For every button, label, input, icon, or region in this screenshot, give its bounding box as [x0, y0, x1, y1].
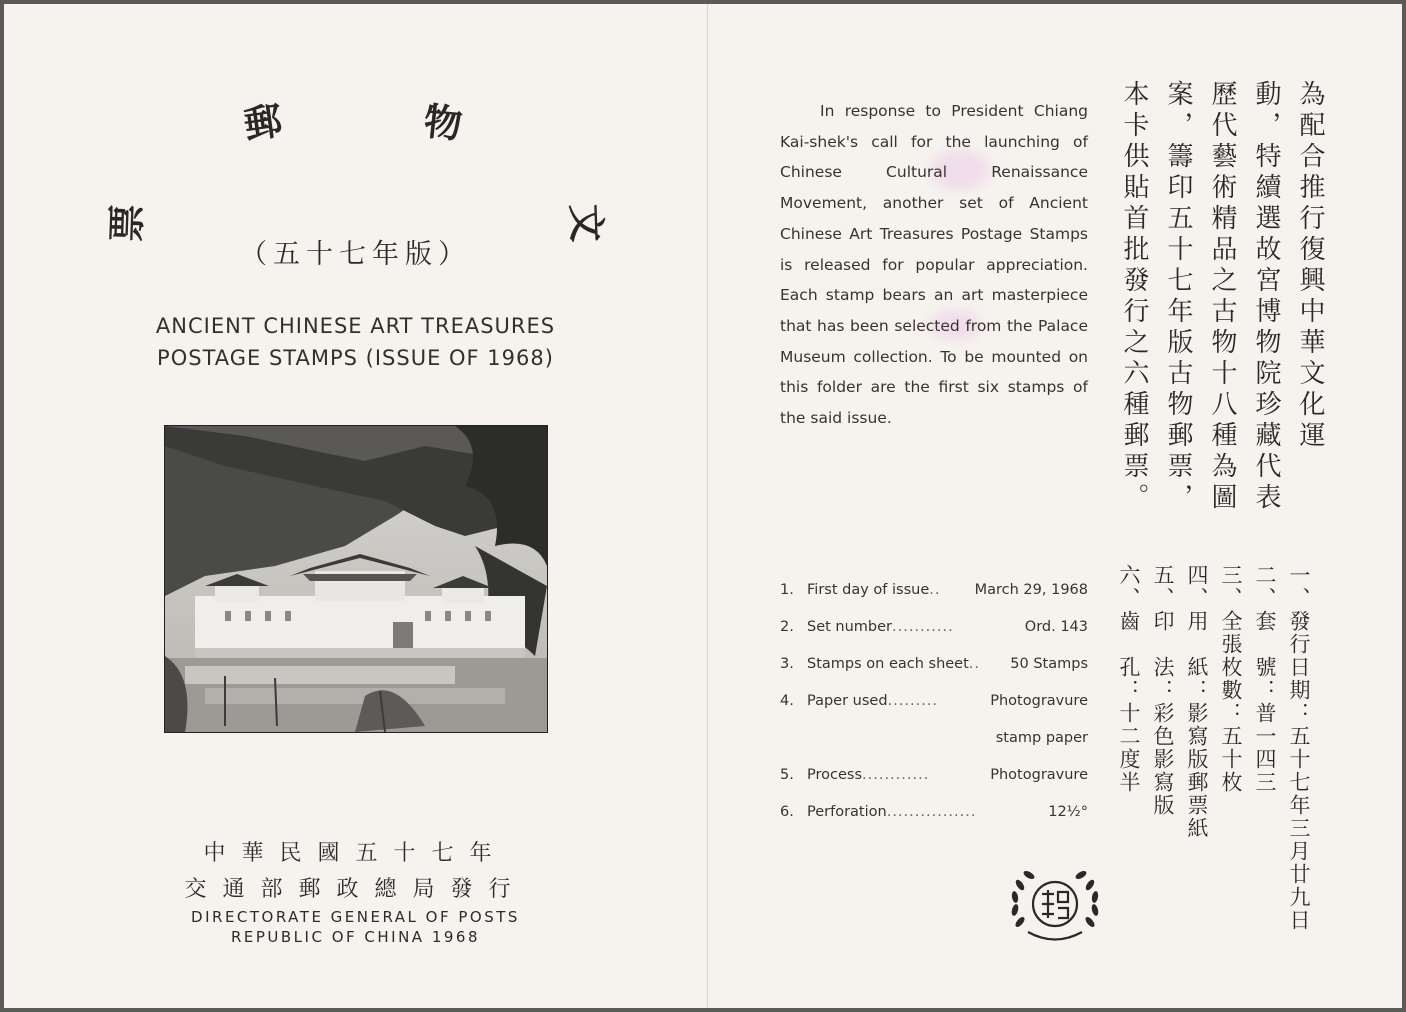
fact-number: 3. [780, 656, 794, 672]
footer-en-line2: REPUBLIC OF CHINA 1968 [230, 928, 481, 946]
title-line-1: ANCIENT CHINESE ART TREASURES [155, 314, 556, 338]
fact-dots: ............ [862, 767, 930, 783]
chinese-fact: 五、印 法：彩色影寫版 [1151, 564, 1175, 817]
fact-number: 1. [780, 582, 794, 598]
fact-value: stamp paper [995, 730, 1088, 746]
chinese-column: 動，特續選故宮博物院珍藏代表 [1251, 80, 1281, 514]
fact-label: Paper used [807, 693, 888, 709]
title-line-2: POSTAGE STAMPS (ISSUE OF 1968) [157, 346, 554, 370]
chinese-column: 本卡供貼首批發行之六種郵票。 [1119, 80, 1149, 514]
fact-row [780, 656, 1088, 693]
fact-dots: .. [929, 582, 941, 598]
chinese-column: 案，籌印五十七年版古物郵票， [1163, 80, 1193, 514]
post-office-emblem-icon [1000, 852, 1110, 952]
fact-number: 5. [780, 767, 794, 783]
fact-row [780, 693, 1088, 730]
fact-label: Perforation [807, 804, 887, 820]
seal-char-wen: 文 [563, 203, 610, 243]
fact-value: Photogravure [990, 693, 1088, 709]
fact-number: 4. [780, 693, 794, 709]
footer-zh-line1: 中華民國五十七年 [203, 841, 508, 866]
fact-row [780, 804, 1088, 841]
fact-value: 50 Stamps [1010, 656, 1088, 672]
left-page [4, 4, 708, 1008]
palace-museum-photo [164, 425, 548, 733]
fact-value: Photogravure [990, 767, 1088, 783]
chinese-facts-list [1112, 564, 1316, 964]
footer-en-line1: DIRECTORATE GENERAL OF POSTS [191, 908, 520, 926]
fact-label: Stamps on each sheet [807, 656, 969, 672]
chinese-fact: 四、用 紙：影寫版郵票紙 [1185, 564, 1209, 840]
fact-dots: .. [968, 656, 981, 672]
fact-dots: ................ [886, 804, 977, 820]
footer-zh-line2: 交通部郵政總局發行 [184, 877, 527, 902]
chinese-column: 為配合推行復興中華文化運 [1295, 80, 1325, 452]
fact-label: Process [807, 767, 863, 783]
seal-char-you: 郵 [240, 97, 285, 148]
chinese-fact: 一、發行日期：五十七年三月廿九日 [1287, 564, 1311, 932]
fact-row [780, 582, 1088, 619]
fact-label: First day of issue [807, 582, 930, 598]
seal-char-piao: 票 [103, 203, 150, 243]
fact-value: 12½° [1048, 804, 1088, 820]
fact-dots: ........... [892, 619, 954, 635]
fact-value: Ord. 143 [1024, 619, 1088, 635]
palace-museum-photo-icon [165, 426, 547, 732]
fact-dots: ......... [887, 693, 939, 709]
fact-number: 2. [780, 619, 794, 635]
fact-number: 6. [780, 804, 794, 820]
edition-label: （五十七年版） [240, 239, 471, 270]
chinese-column: 歷代藝術精品之古物十八種為圖 [1207, 80, 1237, 514]
chinese-fact: 二、套 號：普一四三 [1253, 564, 1277, 794]
seal-char-wu: 物 [421, 98, 465, 147]
chinese-fact: 六、齒 孔：十二度半 [1117, 564, 1141, 794]
fact-row-continuation [780, 730, 1088, 767]
issue-facts-list [780, 582, 1088, 841]
fact-row [780, 767, 1088, 804]
fact-value: March 29, 1968 [974, 582, 1088, 598]
english-paragraph: In response to President Chiang Kai-shek's call for the launching of Chinese Cultural Renaissance Movement, another set of Ancient Chinese Art Treasures Postage Stamps is released for popular appreciation. Each stamp bears an art masterpiece that has been selected from the Palace Museum collection. To be mounted on this folder are the first six stamps of the said issue. [780, 102, 1088, 428]
fact-row [780, 619, 1088, 656]
english-description [780, 96, 1088, 434]
chinese-description [1112, 80, 1332, 520]
chinese-fact: 三、全張枚數：五十枚 [1219, 564, 1243, 794]
fact-label: Set number [807, 619, 893, 635]
